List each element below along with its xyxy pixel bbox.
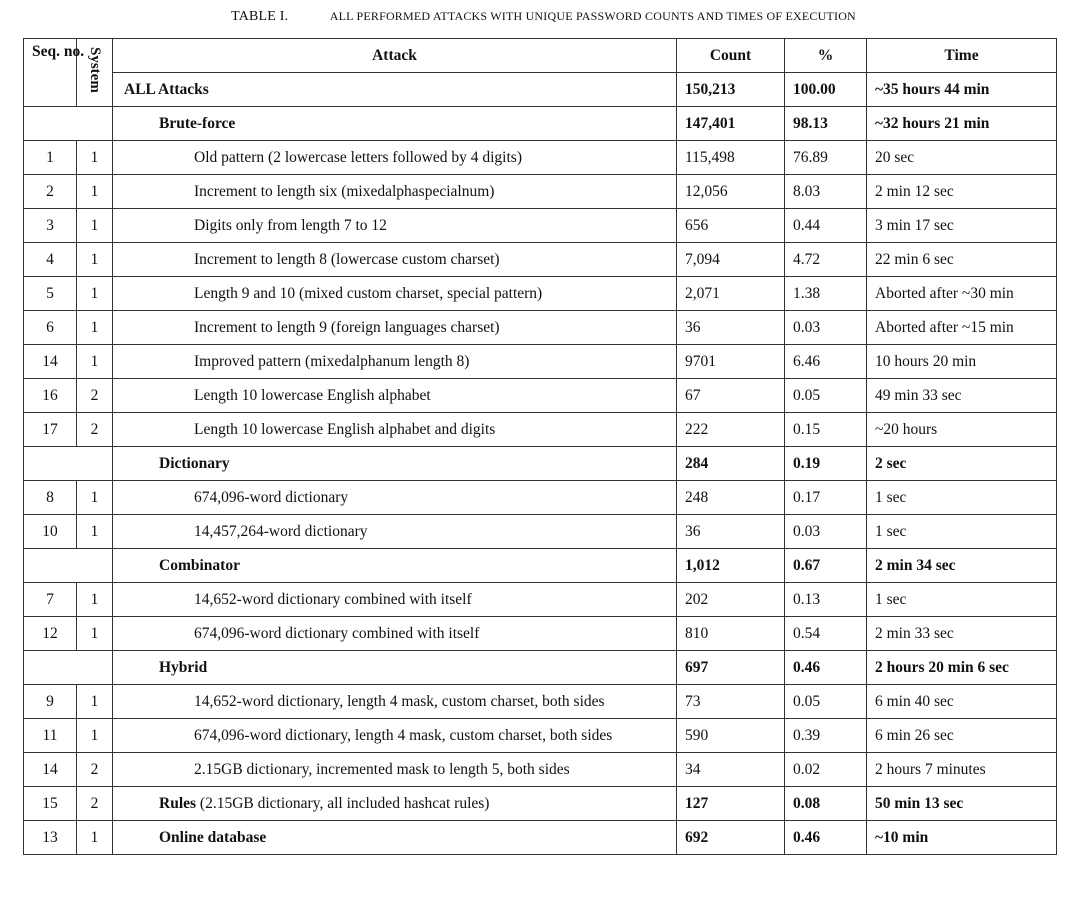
row-system: 1 — [77, 311, 113, 345]
row-attack: 14,457,264-word dictionary — [113, 515, 677, 549]
row-count: 202 — [677, 583, 785, 617]
row-count: 656 — [677, 209, 785, 243]
row-system: 1 — [77, 617, 113, 651]
group-percent: 98.13 — [785, 107, 867, 141]
row-count: 692 — [677, 821, 785, 855]
row-seq: 5 — [24, 277, 77, 311]
table-row — [24, 209, 1057, 243]
row-system: 1 — [77, 821, 113, 855]
row-attack: Digits only from length 7 to 12 — [113, 209, 677, 243]
table-row — [24, 243, 1057, 277]
header-percent: % — [785, 39, 867, 73]
row-time: Aborted after ~30 min — [867, 277, 1057, 311]
group-row — [24, 107, 1057, 141]
group-empty-cell — [24, 549, 113, 583]
row-attack — [113, 821, 677, 855]
row-attack: Length 10 lowercase English alphabet — [113, 379, 677, 413]
row-system: 1 — [77, 345, 113, 379]
row-seq: 6 — [24, 311, 77, 345]
row-percent: 4.72 — [785, 243, 867, 277]
row-time: ~10 min — [867, 821, 1057, 855]
row-attack: Increment to length 8 (lowercase custom charset) — [113, 243, 677, 277]
row-system: 2 — [77, 753, 113, 787]
row-count: 127 — [677, 787, 785, 821]
group-empty-cell — [24, 447, 113, 481]
row-system: 1 — [77, 685, 113, 719]
row-time: 1 sec — [867, 515, 1057, 549]
row-seq: 8 — [24, 481, 77, 515]
row-count: 2,071 — [677, 277, 785, 311]
row-seq: 2 — [24, 175, 77, 209]
row-percent: 0.05 — [785, 379, 867, 413]
row-count: 7,094 — [677, 243, 785, 277]
header-attack: Attack — [113, 39, 677, 73]
row-attack: Increment to length 9 (foreign languages charset) — [113, 311, 677, 345]
table-row — [24, 719, 1057, 753]
table-row — [24, 175, 1057, 209]
row-time: 2 min 33 sec — [867, 617, 1057, 651]
all-attacks-label: ALL Attacks — [113, 73, 677, 107]
row-seq: 12 — [24, 617, 77, 651]
row-attack: Length 10 lowercase English alphabet and digits — [113, 413, 677, 447]
row-attack-title: Online database — [159, 828, 267, 846]
row-seq: 10 — [24, 515, 77, 549]
row-seq: 1 — [24, 141, 77, 175]
row-percent: 0.05 — [785, 685, 867, 719]
group-name: Combinator — [113, 549, 677, 583]
row-system: 1 — [77, 209, 113, 243]
caption-text: ALL PERFORMED ATTACKS WITH UNIQUE PASSWORD COUNTS AND TIMES OF EXECUTION — [329, 9, 856, 23]
row-seq: 14 — [24, 753, 77, 787]
row-time: 22 min 6 sec — [867, 243, 1057, 277]
row-time: 20 sec — [867, 141, 1057, 175]
row-percent: 0.13 — [785, 583, 867, 617]
header-seq: Seq. no. — [24, 39, 77, 107]
header-system: System — [87, 47, 103, 93]
header-count: Count — [677, 39, 785, 73]
row-time: 10 hours 20 min — [867, 345, 1057, 379]
row-count: 810 — [677, 617, 785, 651]
row-seq: 16 — [24, 379, 77, 413]
row-count: 36 — [677, 515, 785, 549]
row-time: ~20 hours — [867, 413, 1057, 447]
row-count: 115,498 — [677, 141, 785, 175]
row-time: 2 hours 7 minutes — [867, 753, 1057, 787]
group-time: 2 sec — [867, 447, 1057, 481]
group-row — [24, 651, 1057, 685]
row-seq: 3 — [24, 209, 77, 243]
row-attack — [113, 787, 677, 821]
table-row — [24, 685, 1057, 719]
group-count: 284 — [677, 447, 785, 481]
row-attack: Increment to length six (mixedalphaspecialnum) — [113, 175, 677, 209]
all-attacks-percent: 100.00 — [785, 73, 867, 107]
row-percent: 0.03 — [785, 515, 867, 549]
row-seq: 11 — [24, 719, 77, 753]
row-percent: 0.02 — [785, 753, 867, 787]
group-percent: 0.67 — [785, 549, 867, 583]
row-percent: 0.46 — [785, 821, 867, 855]
row-attack-title: Rules — [159, 794, 197, 812]
all-attacks-row — [24, 73, 1057, 107]
row-system: 1 — [77, 175, 113, 209]
row-time: 3 min 17 sec — [867, 209, 1057, 243]
group-empty-cell — [24, 107, 113, 141]
group-count: 1,012 — [677, 549, 785, 583]
table-row — [24, 141, 1057, 175]
row-attack: 14,652-word dictionary combined with itself — [113, 583, 677, 617]
group-name: Dictionary — [113, 447, 677, 481]
all-attacks-time: ~35 hours 44 min — [867, 73, 1057, 107]
row-attack: 2.15GB dictionary, incremented mask to length 5, both sides — [113, 753, 677, 787]
attacks-table — [23, 38, 1057, 855]
row-percent: 0.44 — [785, 209, 867, 243]
table-row — [24, 787, 1057, 821]
all-attacks-count: 150,213 — [677, 73, 785, 107]
table-row — [24, 515, 1057, 549]
row-attack-detail: (2.15GB dictionary, all included hashcat rules) — [196, 794, 490, 812]
table-caption — [0, 8, 1087, 25]
row-percent: 1.38 — [785, 277, 867, 311]
row-attack: 674,096-word dictionary combined with itself — [113, 617, 677, 651]
row-count: 9701 — [677, 345, 785, 379]
row-count: 590 — [677, 719, 785, 753]
row-count: 67 — [677, 379, 785, 413]
group-time: ~32 hours 21 min — [867, 107, 1057, 141]
row-attack: 674,096-word dictionary, length 4 mask, custom charset, both sides — [113, 719, 677, 753]
row-seq: 15 — [24, 787, 77, 821]
row-count: 36 — [677, 311, 785, 345]
row-time: 1 sec — [867, 481, 1057, 515]
row-system: 2 — [77, 413, 113, 447]
row-seq: 9 — [24, 685, 77, 719]
row-time: 6 min 40 sec — [867, 685, 1057, 719]
row-percent: 0.15 — [785, 413, 867, 447]
row-time: 50 min 13 sec — [867, 787, 1057, 821]
row-time: 49 min 33 sec — [867, 379, 1057, 413]
table-row — [24, 821, 1057, 855]
row-attack: Length 9 and 10 (mixed custom charset, special pattern) — [113, 277, 677, 311]
group-percent: 0.19 — [785, 447, 867, 481]
row-seq: 14 — [24, 345, 77, 379]
group-empty-cell — [24, 651, 113, 685]
table-body — [24, 39, 1057, 855]
row-time: 1 sec — [867, 583, 1057, 617]
row-percent: 0.39 — [785, 719, 867, 753]
row-seq: 17 — [24, 413, 77, 447]
row-system: 1 — [77, 583, 113, 617]
row-percent: 0.54 — [785, 617, 867, 651]
group-count: 147,401 — [677, 107, 785, 141]
row-system: 1 — [77, 515, 113, 549]
row-system: 1 — [77, 481, 113, 515]
header-time: Time — [867, 39, 1057, 73]
caption-number: TABLE I. — [231, 9, 289, 24]
group-row — [24, 447, 1057, 481]
row-system: 2 — [77, 787, 113, 821]
row-system: 1 — [77, 277, 113, 311]
group-count: 697 — [677, 651, 785, 685]
row-system: 1 — [77, 243, 113, 277]
group-time: 2 min 34 sec — [867, 549, 1057, 583]
table-row — [24, 583, 1057, 617]
table-row — [24, 345, 1057, 379]
row-percent: 6.46 — [785, 345, 867, 379]
table-row — [24, 311, 1057, 345]
row-count: 248 — [677, 481, 785, 515]
row-count: 12,056 — [677, 175, 785, 209]
group-percent: 0.46 — [785, 651, 867, 685]
table-row — [24, 753, 1057, 787]
row-system: 1 — [77, 141, 113, 175]
group-time: 2 hours 20 min 6 sec — [867, 651, 1057, 685]
row-attack: 14,652-word dictionary, length 4 mask, custom charset, both sides — [113, 685, 677, 719]
header-row — [24, 39, 1057, 73]
row-system: 1 — [77, 719, 113, 753]
table-row — [24, 481, 1057, 515]
row-count: 222 — [677, 413, 785, 447]
row-percent: 0.17 — [785, 481, 867, 515]
row-system: 2 — [77, 379, 113, 413]
row-seq: 13 — [24, 821, 77, 855]
group-name: Brute-force — [113, 107, 677, 141]
row-count: 73 — [677, 685, 785, 719]
row-seq: 4 — [24, 243, 77, 277]
row-percent: 76.89 — [785, 141, 867, 175]
row-percent: 0.08 — [785, 787, 867, 821]
row-time: 2 min 12 sec — [867, 175, 1057, 209]
group-name: Hybrid — [113, 651, 677, 685]
row-percent: 8.03 — [785, 175, 867, 209]
row-seq: 7 — [24, 583, 77, 617]
row-percent: 0.03 — [785, 311, 867, 345]
row-attack: 674,096-word dictionary — [113, 481, 677, 515]
table-row — [24, 617, 1057, 651]
table-row — [24, 277, 1057, 311]
row-time: 6 min 26 sec — [867, 719, 1057, 753]
row-time: Aborted after ~15 min — [867, 311, 1057, 345]
table-row — [24, 379, 1057, 413]
table-row — [24, 413, 1057, 447]
group-row — [24, 549, 1057, 583]
row-attack: Old pattern (2 lowercase letters followed by 4 digits) — [113, 141, 677, 175]
row-count: 34 — [677, 753, 785, 787]
row-attack: Improved pattern (mixedalphanum length 8) — [113, 345, 677, 379]
